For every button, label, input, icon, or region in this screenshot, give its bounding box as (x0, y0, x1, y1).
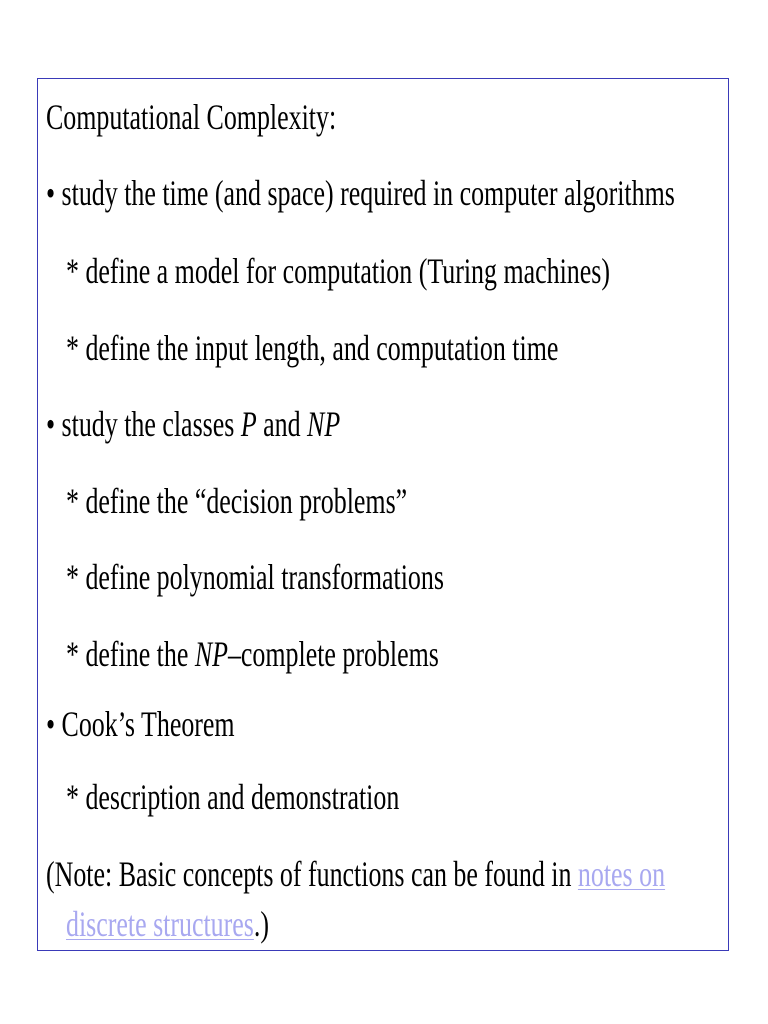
notes-link-part-2[interactable]: discrete structures (66, 904, 254, 944)
slide-title: Computational Complexity: (46, 97, 337, 137)
bullet-icon: • (46, 404, 56, 444)
class-np: NP (307, 404, 341, 444)
np-label: NP (194, 634, 228, 674)
notes-link-part-1[interactable]: notes on (577, 854, 666, 894)
sub-item-polynomial-transformations: * define polynomial transformations (66, 557, 444, 597)
class-p: P (240, 404, 257, 444)
bullet-item-3 (46, 704, 235, 744)
sub-item-np-complete-prefix: * define the (66, 634, 195, 674)
bullet-item-3-text: Cook’s Theorem (61, 704, 235, 744)
bullet-item-1 (46, 173, 675, 213)
bullet-item-1-text: study the time (and space) required in computer algorithms (55, 173, 675, 213)
sub-item-np-complete (66, 634, 439, 674)
bullet-icon: • (46, 704, 56, 744)
note-prefix: (Note: Basic concepts of functions can be found in (46, 854, 578, 894)
slide-frame (37, 78, 729, 951)
note-line-2 (66, 904, 269, 944)
slide-content (38, 79, 728, 950)
sub-item-description: * description and demonstration (66, 777, 400, 817)
sub-item-model: * define a model for computation (Turing machines) (66, 251, 610, 291)
sub-item-decision-problems: * define the “decision problems” (66, 481, 408, 521)
bullet-icon: • (46, 173, 56, 213)
note-line-1 (46, 854, 665, 894)
bullet-item-2 (46, 404, 340, 444)
bullet-item-2-and: and (256, 404, 308, 444)
sub-item-np-complete-suffix: –complete problems (227, 634, 439, 674)
sub-item-input-length: * define the input length, and computation time (66, 328, 559, 368)
note-suffix: .) (253, 904, 269, 944)
bullet-item-2-text: study the classes (61, 404, 241, 444)
